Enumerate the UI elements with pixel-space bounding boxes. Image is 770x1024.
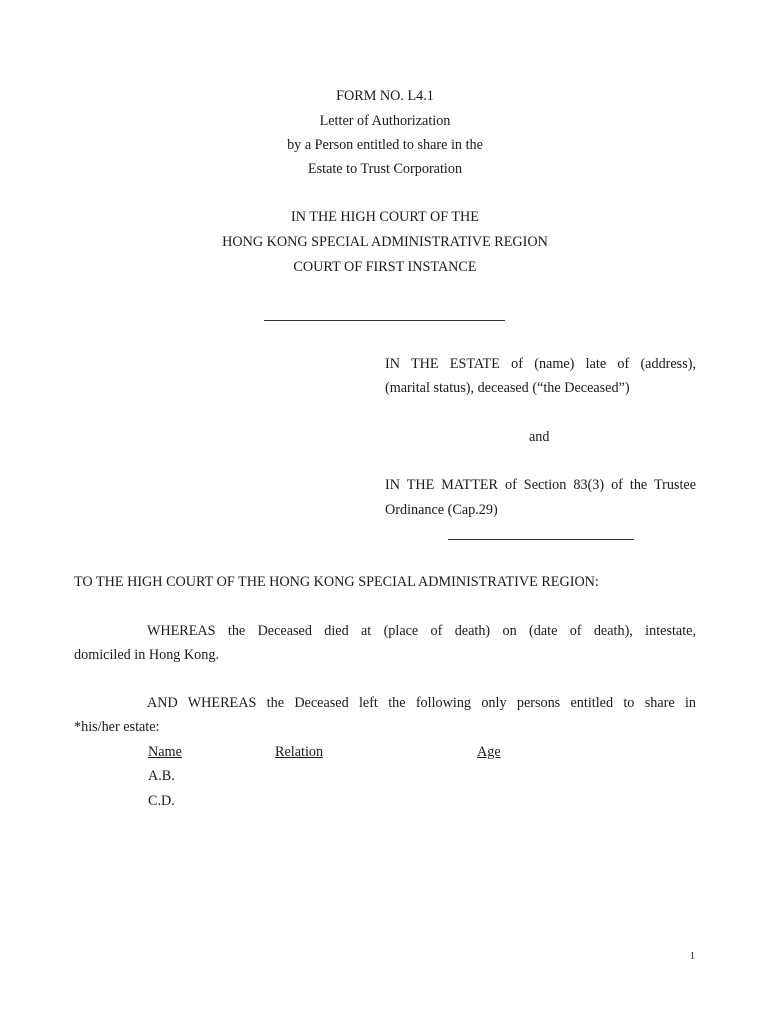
matter-line-2: Ordinance (Cap.29)	[385, 502, 498, 518]
column-header-name: Name	[148, 744, 182, 760]
form-title-line-1: Letter of Authorization	[319, 113, 451, 129]
estate-line-1: IN THE ESTATE of (name) late of (address),	[385, 356, 696, 372]
table-row: C.D.	[148, 793, 175, 809]
whereas-line-2: domiciled in Hong Kong.	[74, 647, 220, 663]
whereas-line-1: WHEREAS the Deceased died at (place of death) on (date of death), intestate,	[147, 623, 696, 639]
court-line-1: IN THE HIGH COURT OF THE	[291, 209, 479, 225]
column-header-age: Age	[477, 744, 501, 760]
separator-rule-short	[448, 539, 634, 540]
court-line-2: HONG KONG SPECIAL ADMINISTRATIVE REGION	[222, 234, 548, 250]
form-title-line-2: by a Person entitled to share in the	[287, 137, 483, 153]
form-number: FORM NO. L4.1	[336, 88, 434, 104]
form-title-line-3: Estate to Trust Corporation	[307, 161, 463, 177]
matter-line-1: IN THE MATTER of Section 83(3) of the Trustee	[385, 477, 696, 493]
table-row: A.B.	[148, 768, 175, 784]
column-header-relation: Relation	[275, 744, 324, 760]
and-whereas-line-1: AND WHEREAS the Deceased left the following only persons entitled to share in	[147, 695, 696, 711]
address-line: TO THE HIGH COURT OF THE HONG KONG SPECIAL ADMINISTRATIVE REGION:	[74, 574, 599, 590]
page-number: 1	[690, 951, 695, 962]
estate-line-2: (marital status), deceased (“the Deceased”)	[385, 380, 630, 396]
and-whereas-line-2: *his/her estate:	[74, 719, 160, 735]
separator-rule	[264, 320, 505, 321]
court-line-3: COURT OF FIRST INSTANCE	[293, 259, 477, 275]
estate-conjunction: and	[529, 429, 550, 445]
